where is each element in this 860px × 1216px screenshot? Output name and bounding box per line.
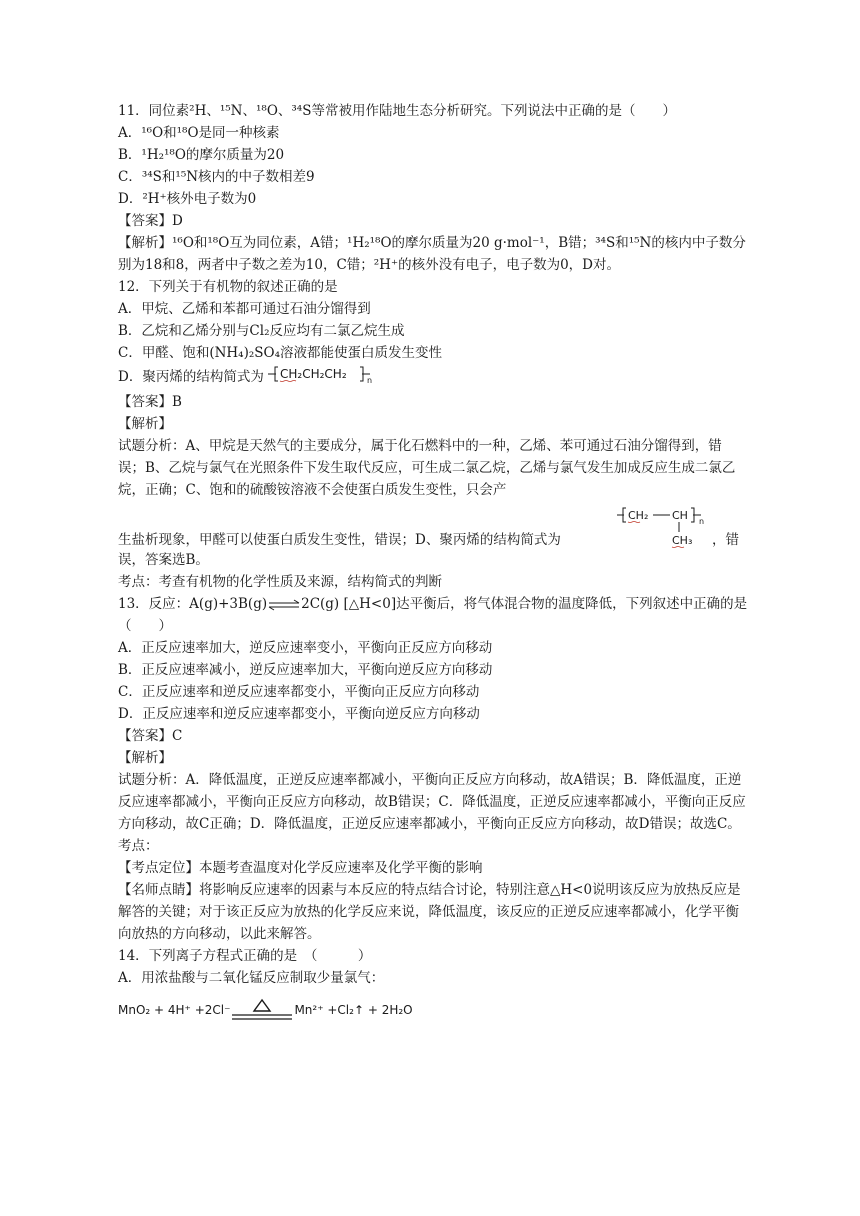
q11-option-c: C．³⁴S和¹⁵N核内的中子数相差9 xyxy=(118,169,315,185)
q12-stem: 12．下列关于有机物的叙述正确的是 xyxy=(118,279,338,295)
q12-analysis-head: 【解析】 xyxy=(118,416,172,432)
q14-stem: 14．下列离子方程式正确的是 （ ） xyxy=(118,948,372,964)
polypropylene-structure xyxy=(615,505,711,551)
q11-answer: 【答案】D xyxy=(118,213,183,229)
q13-kaodian: 考点： xyxy=(118,838,159,854)
q12-option-a: A．甲烷、乙烯和苯都可通过石油分馏得到 xyxy=(118,301,371,317)
heat-delta-arrow-icon xyxy=(230,998,294,1024)
q13-option-b: B．正反应速率减小，逆反应速率加大，平衡向逆反应方向移动 xyxy=(118,662,493,678)
q12-analysis-struct-row xyxy=(118,505,748,549)
struct-ch: CH xyxy=(672,509,688,522)
q11-option-d: D．²H⁺核外电子数为0 xyxy=(118,191,257,207)
q14-option-a: A．用浓盐酸与二氧化锰反应制取少量氯气： xyxy=(118,970,385,986)
svg-text:n: n xyxy=(366,376,372,384)
q14-eq-left: MnO₂ + 4H⁺ +2Cl⁻ xyxy=(118,1003,231,1017)
polymer-bracket-icon xyxy=(266,364,378,384)
q11-stem: 11．同位素²H、¹⁵N、¹⁸O、³⁴S等常被用作陆地生态分析研究。下列说法中正确的是（ ） xyxy=(118,103,676,119)
poly-repeat-unit: CH₂CH₂CH₂ xyxy=(279,367,347,381)
q13-kaodian-dingwei: 【考点定位】本题考查温度对化学反应速率及化学平衡的影响 xyxy=(118,860,483,876)
struct-ch3: CH₃ xyxy=(672,534,693,547)
q13-option-a: A．正反应速率加大，逆反应速率变小，平衡向正反应方向移动 xyxy=(118,640,493,656)
q12-analysis-tail-left: 生盐析现象，甲醛可以使蛋白质发生变性，错误；D、聚丙烯的结构简式为 xyxy=(118,532,561,548)
q12-option-d-text: D．聚丙烯的结构简式为 xyxy=(118,369,264,385)
q12-option-b: B．乙烷和乙烯分别与Cl₂反应均有二氯乙烷生成 xyxy=(118,323,405,339)
q13-stem-part2: 2C(g) [△H<0]达平衡后，将气体混合物的温度降低，下列叙述中正确的是（ ） xyxy=(118,596,748,634)
q13-analysis: 试题分析：A．降低温度，正逆反应速率都减小，平衡向正反应方向移动，故A错误；B．降低温度，正逆反应速率都减小，平衡向正反应方向移动，故B错误；C．降低温度，正逆反应速率都减小，平衡向正反应方向移动，故C正确；D．降低温度，正逆反应速率都减小，平衡向正反应方向移动，故D错误；故选C。 xyxy=(118,772,746,832)
q13-option-c: C．正反应速率和逆反应速率都变小，平衡向正反应方向移动 xyxy=(118,684,480,700)
q13-stem xyxy=(118,593,748,637)
q13-answer: 【答案】C xyxy=(118,728,183,744)
q13-mingshi-dianjing: 【名师点睛】将影响反应速率的因素与本反应的特点结合讨论，特别注意△H<0说明该反应为放热反应是解答的关键；对于该正反应为放热的化学反应来说，降低温度，该反应的正逆反应速率都减小，化学平衡向放热的方向移动，以此来解答。 xyxy=(118,882,741,942)
q12-answer: 【答案】B xyxy=(118,394,182,410)
struct-ch2: CH₂ xyxy=(628,509,649,522)
q13-stem-part1: 13．反应：A(g)+3B(g) xyxy=(118,596,268,612)
q12-analysis-end: 误，答案选B。 xyxy=(118,552,209,568)
q13-option-d: D．正反应速率和逆反应速率都变小，平衡向逆反应方向移动 xyxy=(118,706,480,722)
svg-text:n: n xyxy=(699,517,705,526)
q11-option-a: A．¹⁶O和¹⁸O是同一种核素 xyxy=(118,125,280,141)
q12-option-d xyxy=(118,364,748,391)
q11-analysis: 【解析】¹⁶O和¹⁸O互为同位素，A错；¹H₂¹⁸O的摩尔质量为20 g·mol⁻¹，B错；³⁴S和¹⁵N的核内中子数分别为18和8，两者中子数之差为10，C错；²H⁺的核外没有电子，电子数为0，D对。 xyxy=(118,235,746,273)
polyethylene-formula xyxy=(266,364,378,391)
q12-kaodian: 考点：考查有机物的化学性质及来源，结构简式的判断 xyxy=(118,574,442,590)
q12-analysis-tail-right: ，错 xyxy=(712,532,739,548)
q12-analysis: 试题分析：A、甲烷是天然气的主要成分，属于化石燃料中的一种，乙烯、苯可通过石油分馏得到，错误；B、乙烷与氯气在光照条件下发生取代反应，可生成二氯乙烷，乙烯与氯气发生加成反应生成二氯乙烷，正确；C、饱和的硫酸铵溶液不会使蛋白质发生变性，只会产 xyxy=(118,438,736,498)
equilibrium-arrow-icon xyxy=(267,599,301,611)
question-content xyxy=(118,100,748,1025)
q14-eq-right: Mn²⁺ +Cl₂↑ + 2H₂O xyxy=(294,1003,413,1017)
q12-option-c: C．甲醛、饱和(NH₄)₂SO₄溶液都能使蛋白质发生变性 xyxy=(118,345,442,361)
q11-option-b: B．¹H₂¹⁸O的摩尔质量为20 xyxy=(118,147,285,163)
q13-analysis-head: 【解析】 xyxy=(118,750,172,766)
q14-equation xyxy=(118,995,748,1025)
